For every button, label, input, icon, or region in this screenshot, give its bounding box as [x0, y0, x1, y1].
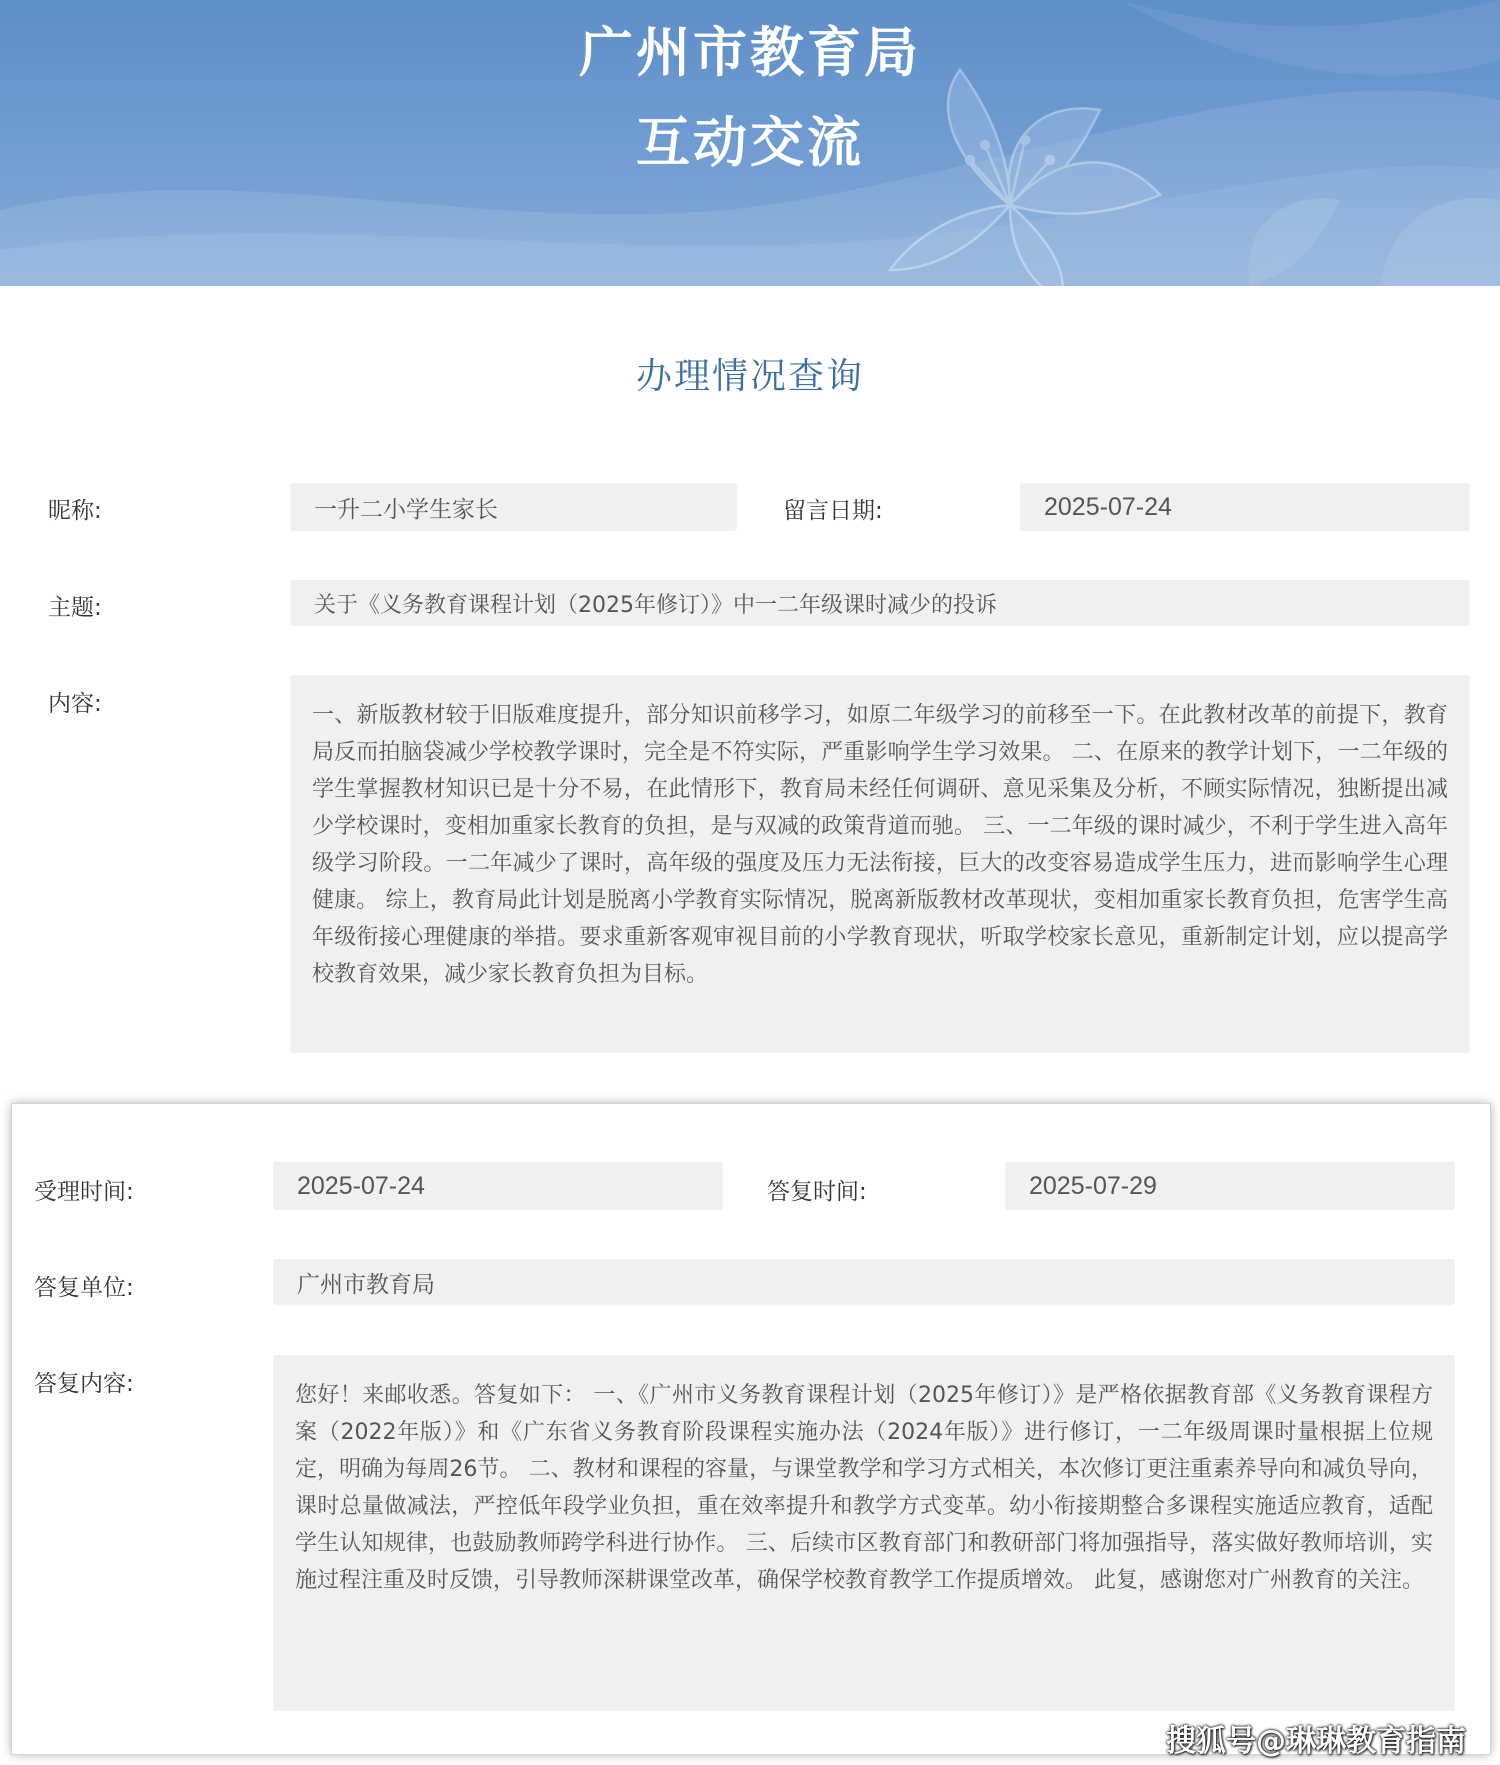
- reply-content-field: 您好！来邮收悉。答复如下： 一、《广州市义务教育课程计划（2025年修订）》是严格依据教育部《义务教育课程方案（2022年版）》和《广东省义务教育阶段课程实施办法（2024年版）》进行修订，一二年级周课时量根据上位规定，明确为每周26节。 二、教材和课程的容量，与课堂教学和学习方式相关，本次修订更注重素养导向和减负导向，课时总量做减法，严控低年段学业负担，重在效率提升和教学方式变革。幼小衔接期整合多课程实施适应教育，适配学生认知规律，也鼓励教师跨学科进行协作。 三、后续市区教育部门和教研部门将加强指导，落实做好教师培训，实施过程注重及时反馈，引导教师深耕课堂改革，确保学校教育教学工作提质增效。 此复，感谢您对广州教育的关注。: [273, 1355, 1455, 1711]
- banner-title: 广州市教育局: [579, 21, 921, 84]
- banner-subtitle: 互动交流: [636, 111, 864, 174]
- reply-unit-field: 广州市教育局: [273, 1259, 1455, 1305]
- reply-time-field: 2025-07-29: [1005, 1162, 1455, 1210]
- content-label: 内容:: [48, 691, 102, 717]
- nickname-label: 昵称:: [48, 498, 102, 524]
- reply-content-label: 答复内容:: [34, 1371, 134, 1397]
- reply-unit-label: 答复单位:: [34, 1275, 134, 1301]
- nickname-field: 一升二小学生家长: [290, 483, 737, 531]
- accept-time-label: 受理时间:: [34, 1179, 134, 1205]
- subject-label: 主题:: [48, 595, 102, 621]
- message-date-label: 留言日期:: [783, 498, 883, 524]
- watermark: 搜狐号@琳琳教育指南: [1166, 1724, 1466, 1759]
- header-banner: [0, 0, 1500, 286]
- page-title: 办理情况查询: [635, 356, 864, 397]
- message-date-field: 2025-07-24: [1020, 483, 1470, 531]
- accept-time-field: 2025-07-24: [273, 1162, 723, 1210]
- message-content-field: 一、新版教材较于旧版难度提升，部分知识前移学习，如原二年级学习的前移至一下。在此教材改革的前提下，教育局反而拍脑袋减少学校教学课时，完全是不符实际，严重影响学生学习效果。 二、在原来的教学计划下，一二年级的学生掌握教材知识已是十分不易，在此情形下，教育局未经任何调研、意见采集及分析，不顾实际情况，独断提出减少学校课时，变相加重家长教育的负担，是与双减的政策背道而驰。 三、一二年级的课时减少，不利于学生进入高年级学习阶段。一二年减少了课时，高年级的强度及压力无法衔接，巨大的改变容易造成学生压力，进而影响学生心理健康。 综上，教育局此计划是脱离小学教育实际情况，脱离新版教材改革现状，变相加重家长教育负担，危害学生高年级衔接心理健康的举措。要求重新客观审视目前的小学教育现状，听取学校家长意见，重新制定计划，应以提高学校教育效果，减少家长教育负担为目标。: [290, 675, 1470, 1053]
- subject-field: 关于《义务教育课程计划（2025年修订）》中一二年级课时减少的投诉: [290, 580, 1470, 626]
- reply-time-label: 答复时间:: [767, 1179, 867, 1205]
